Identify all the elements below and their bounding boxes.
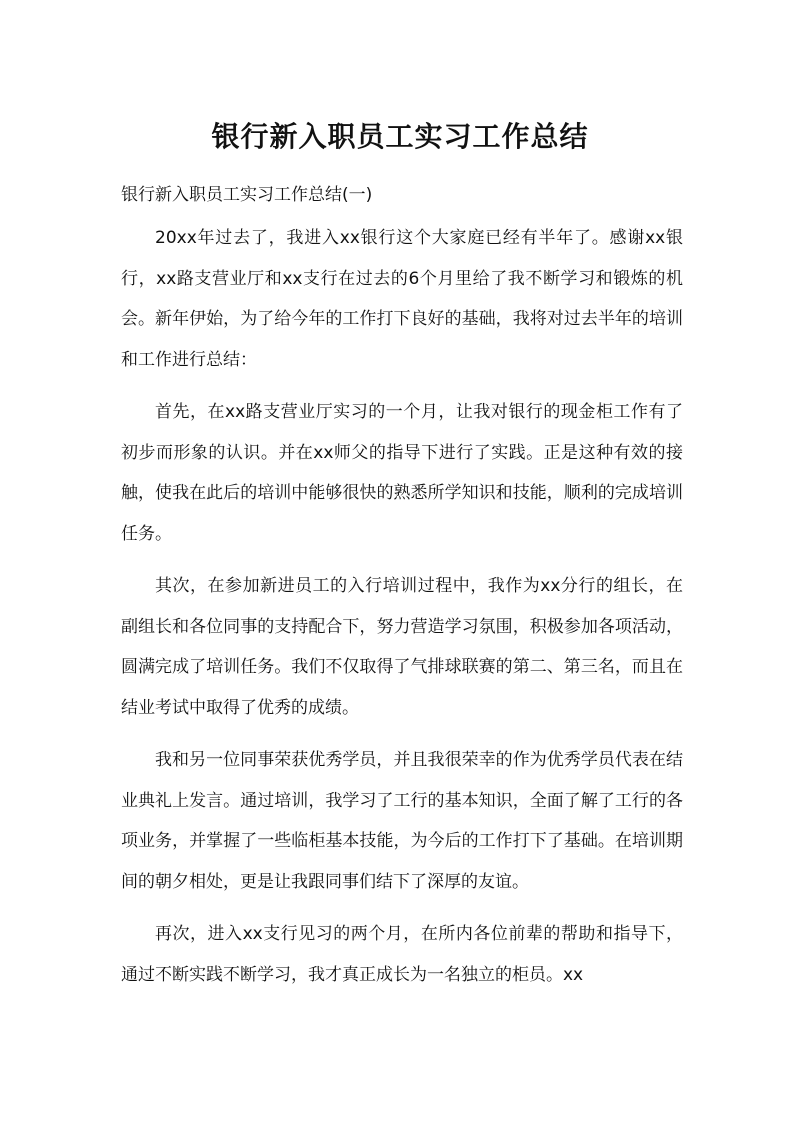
- paragraph-1: 20xx年过去了，我进入xx银行这个大家庭已经有半年了。感谢xx银行，xx路支营业厅和xx支行在过去的6个月里给了我不断学习和锻炼的机会。新年伊始，为了给今年的工作打下良好的基础，我将对过去半年的培训和工作进行总结：: [121, 228, 683, 370]
- document-title: 银行新入职员工实习工作总结: [211, 120, 589, 153]
- section-heading: 银行新入职员工实习工作总结(一): [121, 185, 373, 205]
- paragraph-2: 首先，在xx路支营业厅实习的一个月，让我对银行的现金柜工作有了初步而形象的认识。并在xx师父的指导下进行了实践。正是这种有效的接触，使我在此后的培训中能够很快的熟悉所学知识和技能，顺利的完成培训任务。: [121, 402, 683, 544]
- paragraph-3: 其次，在参加新进员工的入行培训过程中，我作为xx分行的组长，在副组长和各位同事的支持配合下，努力营造学习氛围，积极参加各项活动，圆满完成了培训任务。我们不仅取得了气排球联赛的第二、第三名，而且在结业考试中取得了优秀的成绩。: [121, 576, 683, 718]
- document-body: [121, 218, 683, 995]
- paragraph-4: 我和另一位同事荣获优秀学员，并且我很荣幸的作为优秀学员代表在结业典礼上发言。通过培训，我学习了工行的基本知识，全面了解了工行的各项业务，并掌握了一些临柜基本技能，为今后的工作打下了基础。在培训期间的朝夕相处，更是让我跟同事们结下了深厚的友谊。: [121, 750, 683, 892]
- paragraph-5: 再次，进入xx支行见习的两个月，在所内各位前辈的帮助和指导下，通过不断实践不断学习，我才真正成长为一名独立的柜员。xx: [121, 924, 683, 985]
